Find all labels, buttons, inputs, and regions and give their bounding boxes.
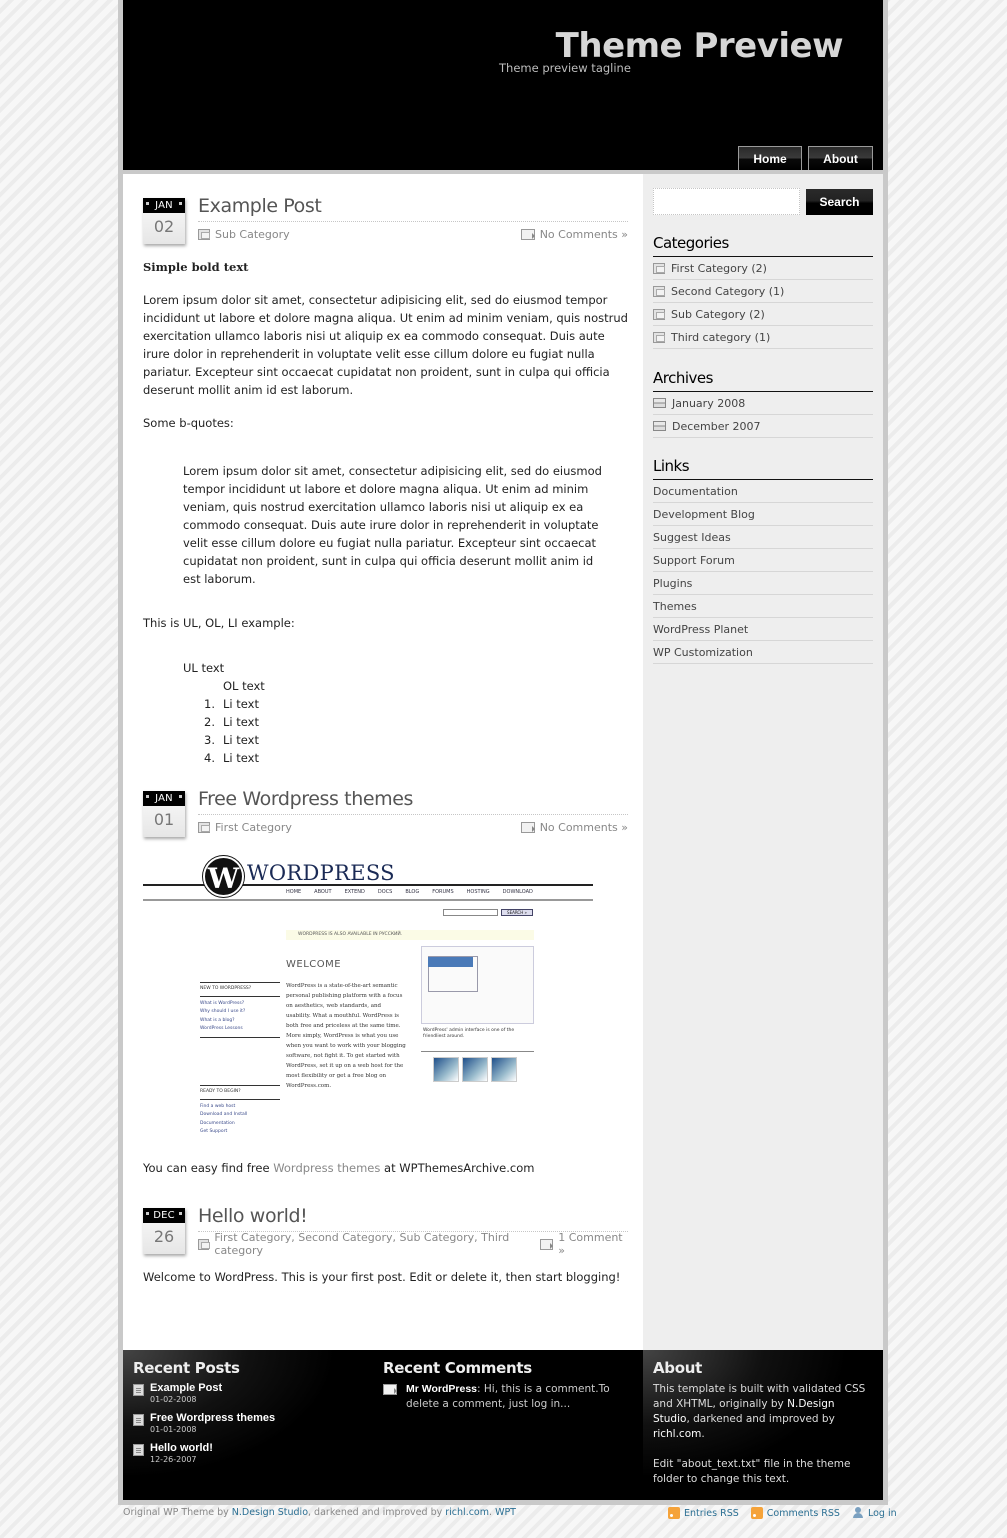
login-link[interactable]: Log in xyxy=(852,1507,897,1519)
main-content xyxy=(123,174,643,1350)
widget-title: About xyxy=(653,1359,703,1377)
archive-item[interactable]: December 2007 xyxy=(653,415,873,438)
link-item[interactable]: Themes xyxy=(653,595,873,618)
link-item[interactable]: Plugins xyxy=(653,572,873,595)
post-body xyxy=(143,1159,628,1192)
comments-link[interactable]: No Comments » xyxy=(539,227,628,241)
post-title[interactable]: Hello world! xyxy=(198,1205,308,1227)
comment-icon xyxy=(521,229,535,240)
post-meta xyxy=(198,226,628,242)
comments-rss-link[interactable]: Comments RSS xyxy=(751,1507,840,1519)
calendar-icon xyxy=(653,421,666,431)
folder-icon xyxy=(198,229,210,240)
site-tagline: Theme preview tagline xyxy=(499,61,631,75)
link-item[interactable]: WP Customization xyxy=(653,641,873,664)
recent-post-link[interactable]: Free Wordpress themes xyxy=(150,1412,276,1424)
widget-title: Archives xyxy=(653,369,873,392)
page-wrapper xyxy=(118,0,888,1505)
folder-icon xyxy=(653,286,665,297)
ordered-list xyxy=(204,677,628,767)
comment-icon xyxy=(521,822,535,833)
rss-icon xyxy=(751,1507,763,1519)
footer-widgets xyxy=(123,1350,883,1500)
date-badge xyxy=(143,791,185,837)
nav-home[interactable]: Home xyxy=(738,146,802,170)
list-item: 2. Li text xyxy=(204,715,259,729)
paragraph: You can easy find free Wordpress themes at WPThemesArchive.com xyxy=(143,1161,535,1175)
category-item[interactable]: Third category (1) xyxy=(653,326,873,349)
date-day: 02 xyxy=(153,217,175,236)
date-badge xyxy=(143,198,185,244)
comment-excerpt[interactable]: : Hi, this is a comment.To delete a comment, just log in... xyxy=(406,1383,610,1410)
bold-text: Simple bold text xyxy=(143,260,249,274)
recent-post-link[interactable]: Hello world! xyxy=(150,1442,213,1454)
widget-title: Links xyxy=(653,457,873,480)
folder-icon xyxy=(653,309,665,320)
main-nav xyxy=(738,146,873,170)
divider xyxy=(198,814,628,815)
about-text: This template is built with validated CSS and XHTML, originally by N.Design Studio, darkened and improved by richl.com. xyxy=(653,1383,866,1440)
date-badge xyxy=(143,1208,185,1254)
document-icon xyxy=(133,1414,144,1426)
link-item[interactable]: Documentation xyxy=(653,480,873,503)
folder-icon xyxy=(198,822,210,833)
richl-credit-link[interactable]: richl.com xyxy=(445,1507,490,1518)
post-meta xyxy=(198,819,628,835)
link-item[interactable]: Suggest Ideas xyxy=(653,526,873,549)
sidebar xyxy=(643,174,883,1350)
widget-title: Recent Comments xyxy=(383,1359,532,1377)
site-header xyxy=(123,0,883,170)
nav-about[interactable]: About xyxy=(808,146,873,170)
unordered-list xyxy=(183,659,628,767)
recent-posts-widget xyxy=(123,1350,373,1500)
wordpress-themes-link[interactable]: Wordpress themes xyxy=(273,1161,381,1175)
category-link[interactable]: Sub Category xyxy=(215,227,290,241)
recent-comment-item xyxy=(383,1382,628,1412)
image-nav: HOME ABOUT EXTEND DOCS BLOG FORUMS HOSTING DOWNLOAD xyxy=(286,889,533,895)
user-icon xyxy=(852,1507,864,1519)
paragraph: This is UL, OL, LI example: xyxy=(143,616,295,630)
ndesign-credit-link[interactable]: N.Design Studio xyxy=(231,1507,309,1518)
category-item[interactable]: Second Category (1) xyxy=(653,280,873,303)
link-item[interactable]: Development Blog xyxy=(653,503,873,526)
archive-item[interactable]: January 2008 xyxy=(653,392,873,415)
calendar-icon xyxy=(653,398,666,408)
category-link[interactable]: First Category xyxy=(215,820,292,834)
category-links[interactable]: First Category, Second Category, Sub Category, Third category xyxy=(214,1231,510,1257)
post-body xyxy=(143,258,628,767)
categories-widget xyxy=(653,234,873,349)
post-body xyxy=(143,1268,628,1301)
document-icon xyxy=(133,1444,144,1456)
paragraph: Some b-quotes: xyxy=(143,416,234,430)
ndesign-link[interactable]: N.Design Studio xyxy=(653,1398,835,1425)
list-item: 4. Li text xyxy=(204,751,259,765)
list-item: OL text xyxy=(223,679,265,693)
comment-author-link[interactable]: Mr WordPress xyxy=(406,1383,477,1395)
recent-post-link[interactable]: Example Post xyxy=(150,1382,223,1394)
comments-link[interactable]: No Comments » xyxy=(539,820,628,834)
credits: Original WP Theme by N.Design Studio, darkened and improved by richl.com. WPT xyxy=(123,1507,516,1518)
rss-icon xyxy=(668,1507,680,1519)
search-button[interactable]: Search xyxy=(806,189,873,215)
search-input[interactable] xyxy=(653,188,800,215)
comments-link[interactable]: 1 Comment » xyxy=(558,1231,623,1257)
folder-icon xyxy=(653,263,665,274)
date-month: JAN xyxy=(143,198,185,213)
link-item[interactable]: Support Forum xyxy=(653,549,873,572)
divider xyxy=(198,221,628,222)
wpt-link[interactable]: WPT xyxy=(495,1507,516,1518)
about-widget xyxy=(643,1350,883,1500)
recent-post-item: Free Wordpress themes 01-01-2008 xyxy=(133,1412,363,1434)
blockquote: Lorem ipsum dolor sit amet, consectetur adipisicing elit, sed do eiusmod tempor incididunt ut labore et dolore magna aliqua. Ut enim ad minim veniam, quis nostrud exercitation ullamco laboris nisi ut aliquip ex ea commodo consequat. Duis aute irure dolor in reprehenderit in voluptate velit esse cillum dolore eu fugiat nulla pariatur. Excepteur sint occaecat cupidatat non proident, sunt in culpa qui officia deserunt mollit anim id est laborum. xyxy=(183,464,602,586)
date-month: JAN xyxy=(143,791,185,806)
post-meta xyxy=(198,1231,628,1257)
list-item: 3. Li text xyxy=(204,733,259,747)
archives-widget xyxy=(653,369,873,438)
comment-icon xyxy=(540,1239,553,1250)
link-item[interactable]: WordPress Planet xyxy=(653,618,873,641)
entries-rss-link[interactable]: Entries RSS xyxy=(668,1507,739,1519)
date-month: DEC xyxy=(143,1208,185,1223)
post-title[interactable]: Free Wordpress themes xyxy=(198,788,414,810)
widget-title: Categories xyxy=(653,234,873,257)
category-item[interactable]: First Category (2) xyxy=(653,257,873,280)
date-day: 26 xyxy=(153,1227,175,1246)
wordpress-logo-text: WORDPRESS xyxy=(247,861,395,885)
list-item: UL text xyxy=(183,661,225,675)
footer-links xyxy=(668,1507,897,1519)
post-title[interactable]: Example Post xyxy=(198,195,322,217)
wordpress-logo-icon: W xyxy=(203,856,244,897)
recent-post-item: Example Post 01-02-2008 xyxy=(133,1382,363,1404)
paragraph: Welcome to WordPress. This is your first post. Edit or delete it, then start blogging! xyxy=(143,1270,621,1284)
widget-title: Recent Posts xyxy=(133,1359,240,1377)
recent-comments-widget xyxy=(378,1350,633,1500)
folder-icon xyxy=(198,1239,209,1250)
date-day: 01 xyxy=(153,810,175,829)
site-title[interactable]: Theme Preview xyxy=(555,26,843,66)
folder-icon xyxy=(653,332,665,343)
list-item: 1. Li text xyxy=(204,697,259,711)
about-text: Edit "about_text.txt" file in the theme folder to change this text. xyxy=(653,1458,851,1485)
links-widget xyxy=(653,457,873,664)
document-icon xyxy=(133,1384,144,1396)
recent-post-item: Hello world! 12-26-2007 xyxy=(133,1442,363,1464)
category-item[interactable]: Sub Category (2) xyxy=(653,303,873,326)
paragraph: Lorem ipsum dolor sit amet, consectetur adipisicing elit, sed do eiusmod tempor incididunt ut labore et dolore magna aliqua. Ut enim ad minim veniam, quis nostrud exercitation ullamco laboris nisi ut aliquip ex ea commodo consequat. Duis aute irure dolor in reprehenderit in voluptate velit esse cillum dolore eu fugiat nulla pariatur. Excepteur sint occaecat cupidatat non proident, sunt in culpa qui officia deserunt mollit anim id est laborum. xyxy=(143,293,628,397)
comment-icon xyxy=(383,1384,397,1395)
richl-link[interactable]: richl.com xyxy=(653,1428,702,1440)
wordpress-screenshot-image: W WORDPRESS HOME ABOUT EXTEND DOCS BLOG FORUMS HOSTING DOWNLOAD SEARCH » WORDPRESS IS ALSO AVAILABLE IN РУССКИЙ. WELCOME WordPress is a state-of-the-art semantic personal publishing platform with a focus on aesthetics, web standards, and usability. What a mouthful. WordPress is both free and priceless at the same time. More simply, WordPress is what you use when you want to work with your blogging software, not fight it. To get started with WordPress, set it up on a web host for the most flexibility or get a free blog on WordPress.com. NEW TO WORDPRESS? What is WordPress? Why should I use it? What is a blog? WordPress Lessons READY TO BEGIN? Find a web host Download and Install Documentation Get Support WordPress' admin interface is one of the friendliest around. xyxy=(143,851,593,1136)
